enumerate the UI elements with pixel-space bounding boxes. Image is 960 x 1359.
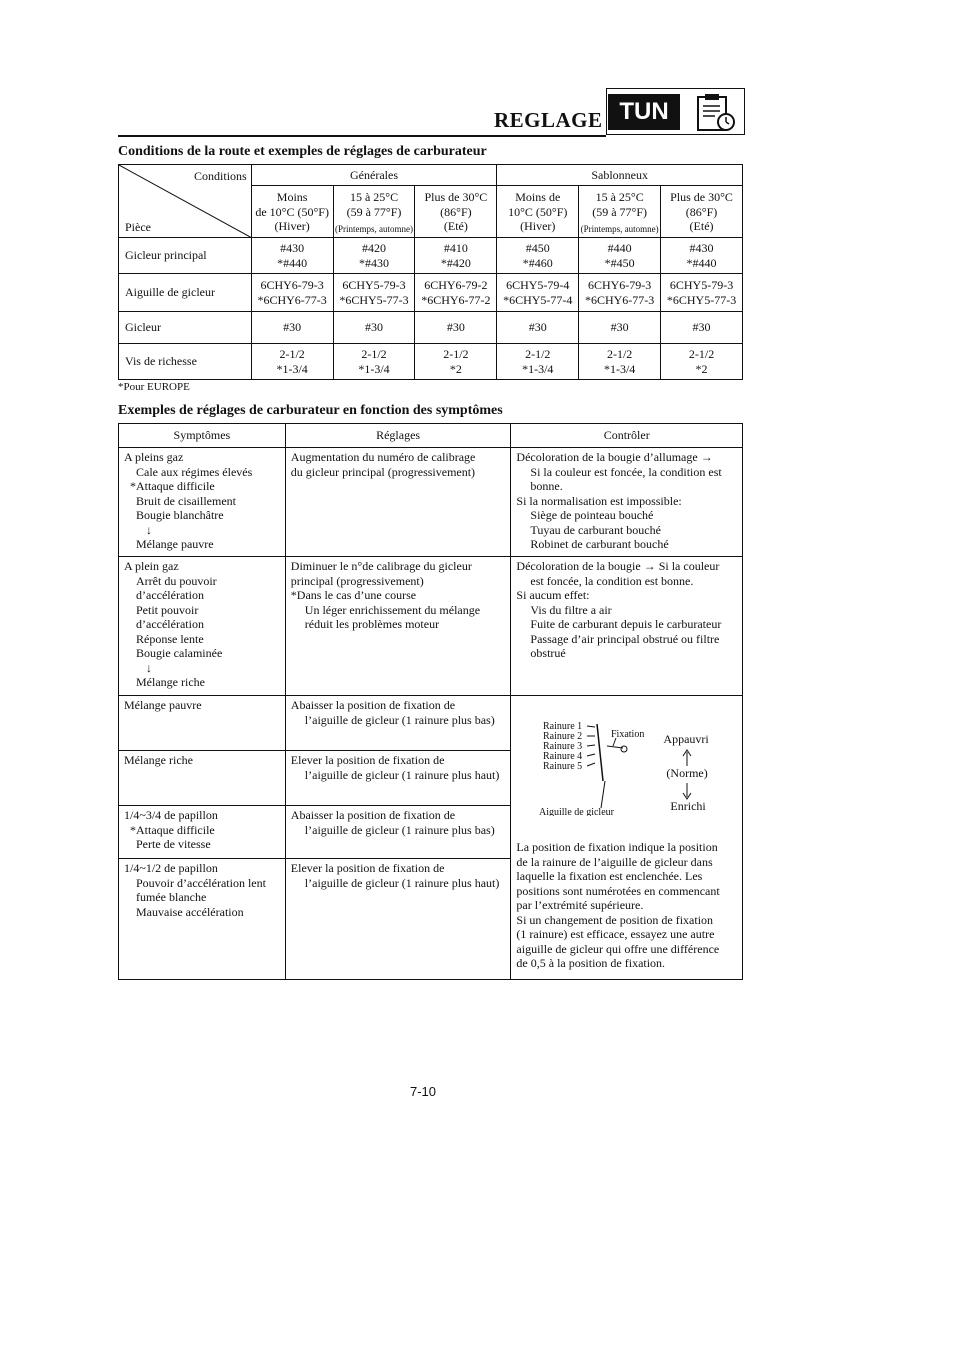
table-cell: #440 *#450 bbox=[579, 238, 661, 274]
symptom-row-rich bbox=[119, 557, 743, 696]
page-title: REGLAGE bbox=[494, 108, 603, 132]
check-cell: Décoloration de la bougie d’allumage → Si la couleur est foncée, la condition est bonne. Si la normalisation est impossible: Siège de pointeau bouché Tuyau de carburant bouché Robinet de carburant bouché bbox=[511, 448, 743, 557]
table-cell: 2-1/2 *2 bbox=[661, 344, 743, 380]
symptoms-cell: 1/4~1/2 de papillon Pouvoir d’accélération lent fumée blanche Mauvaise accélération bbox=[119, 859, 286, 980]
table-cell: #30 bbox=[333, 312, 415, 344]
arrow-up-icon bbox=[681, 749, 693, 767]
settings-cell: Elever la position de fixation de l’aiguille de gicleur (1 rainure plus haut) bbox=[285, 859, 511, 980]
table-cell: 2-1/2 *1-3/4 bbox=[251, 344, 333, 380]
settings-cell: Elever la position de fixation de l’aiguille de gicleur (1 rainure plus haut) bbox=[285, 751, 511, 806]
row-label: Gicleur principal bbox=[119, 238, 252, 274]
richer-label: Enrichi bbox=[670, 799, 706, 813]
section1-title: Conditions de la route et exemples de réglages de carburateur bbox=[118, 144, 487, 159]
section2-title: Exemples de réglages de carburateur en fonction des symptômes bbox=[118, 403, 503, 418]
groove-label: Rainure 2 bbox=[543, 731, 583, 742]
table-cell: #30 bbox=[415, 312, 497, 344]
settings-cell: Abaisser la position de fixation de l’aiguille de gicleur (1 rainure plus bas) bbox=[285, 696, 511, 751]
groove-label: Rainure 3 bbox=[543, 741, 583, 752]
settings-cell: Diminuer le n°de calibrage du gicleur principal (progressivement) *Dans le cas d’une course Un léger enrichissement du mélange réduit les problèmes moteur bbox=[285, 557, 511, 696]
fixation-label: Fixation bbox=[611, 729, 645, 740]
column-header: Plus de 30°C (86°F) (Eté) bbox=[661, 186, 743, 238]
table-cell: #410 *#420 bbox=[415, 238, 497, 274]
check-cell: Décoloration de la bougie → Si la couleur est foncée, la condition est bonne. Si aucum effet: Vis du filtre a air Fuite de carburant depuis le carburateur Passage d’air principal obstrué ou filtre obstrué bbox=[511, 557, 743, 696]
table-cell: #450 *#460 bbox=[497, 238, 579, 274]
table-cell: #30 bbox=[497, 312, 579, 344]
footnote: *Pour EUROPE bbox=[118, 381, 190, 393]
fixation-note: La position de fixation indique la position de la rainure de l’aiguille de gicleur dans laquelle la fixation est enclenchée. Les positions sont numérotées en commencant par l’extrémité supérieure. Si un changement de position de fixation (1 rainure) est efficace, essayez une autre aiguille de gicleur qui offre une différence de 0,5 à la position de fixation. bbox=[516, 840, 720, 970]
row-label: Vis de richesse bbox=[119, 344, 252, 380]
settings-cell: Abaisser la position de fixation de l’aiguille de gicleur (1 rainure plus bas) bbox=[285, 806, 511, 859]
column-header: 15 à 25°C (59 à 77°F) (Printemps, automne) bbox=[333, 186, 415, 238]
symptoms-table bbox=[118, 423, 743, 980]
tun-label: TUN bbox=[608, 94, 680, 130]
clipboard-stopwatch-icon bbox=[688, 91, 742, 133]
table-cell: 6CHY5-79-3 *6CHY5-77-3 bbox=[333, 274, 415, 312]
carburetor-settings-table bbox=[118, 164, 743, 380]
table-cell: 2-1/2 *2 bbox=[415, 344, 497, 380]
table-cell: 2-1/2 *1-3/4 bbox=[579, 344, 661, 380]
column-header: 15 à 25°C (59 à 77°F) (Printemps, automne) bbox=[579, 186, 661, 238]
corner-piece: Pièce bbox=[125, 219, 151, 234]
table-cell: 2-1/2 *1-3/4 bbox=[333, 344, 415, 380]
row-gicleur bbox=[119, 312, 743, 344]
symptom-row-lean bbox=[119, 448, 743, 557]
corner-conditions: Conditions bbox=[194, 169, 247, 183]
header-symptomes: Symptômes bbox=[119, 424, 286, 448]
groove-label: Rainure 5 bbox=[543, 761, 583, 772]
groove-label: Rainure 1 bbox=[543, 721, 583, 732]
table-cell: 6CHY5-79-4 *6CHY5-77-4 bbox=[497, 274, 579, 312]
table-cell: #430 *#440 bbox=[251, 238, 333, 274]
row-vis-richesse bbox=[119, 344, 743, 380]
column-header: Plus de 30°C (86°F) (Eté) bbox=[415, 186, 497, 238]
column-header: Moins de 10°C (50°F) (Hiver) bbox=[251, 186, 333, 238]
table-cell: #420 *#430 bbox=[333, 238, 415, 274]
leaner-label: Appauvri bbox=[663, 732, 709, 746]
group-sablonneux: Sablonneux bbox=[497, 165, 743, 186]
header-reglages: Réglages bbox=[285, 424, 511, 448]
page-number: 7-10 bbox=[410, 1084, 437, 1099]
corner-cell bbox=[119, 165, 252, 238]
symptoms-cell: A pleins gaz Cale aux régimes élevés *Attaque difficile Bruit de cisaillement Bougie blanchâtre ↓ Mélange pauvre bbox=[119, 448, 286, 557]
table-cell: #430 *#440 bbox=[661, 238, 743, 274]
column-header: Moins de 10°C (50°F) (Hiver) bbox=[497, 186, 579, 238]
header-rule bbox=[118, 135, 606, 137]
group-generales: Générales bbox=[251, 165, 497, 186]
symptom-row-3 bbox=[119, 696, 743, 751]
table-cell: 2-1/2 *1-3/4 bbox=[497, 344, 579, 380]
table-cell: #30 bbox=[251, 312, 333, 344]
needle-label: Aiguille de gicleur bbox=[539, 807, 615, 816]
groove-label: Rainure 4 bbox=[543, 751, 583, 762]
table-cell: 6CHY6-79-3 *6CHY6-77-3 bbox=[251, 274, 333, 312]
table-cell: #30 bbox=[661, 312, 743, 344]
settings-cell: Augmentation du numéro de calibrage du gicleur principal (progressivement) bbox=[285, 448, 511, 557]
arrow-down-icon bbox=[681, 782, 693, 800]
symptoms-cell: Mélange riche bbox=[119, 751, 286, 806]
row-gicleur-principal bbox=[119, 238, 743, 274]
table-cell: 6CHY6-79-2 *6CHY6-77-2 bbox=[415, 274, 497, 312]
table-cell: #30 bbox=[579, 312, 661, 344]
symptoms-cell: 1/4~3/4 de papillon *Attaque difficile Perte de vitesse bbox=[119, 806, 286, 859]
standard-label: (Norme) bbox=[666, 766, 708, 780]
row-aiguille bbox=[119, 274, 743, 312]
table-cell: 6CHY5-79-3 *6CHY5-77-3 bbox=[661, 274, 743, 312]
needle-clip-diagram bbox=[511, 696, 743, 816]
row-label: Aiguille de gicleur bbox=[119, 274, 252, 312]
header-controler: Contrôler bbox=[511, 424, 743, 448]
diagram-cell bbox=[511, 696, 743, 980]
symptoms-cell: Mélange pauvre bbox=[119, 696, 286, 751]
row-label: Gicleur bbox=[119, 312, 252, 344]
table-cell: 6CHY6-79-3 *6CHY6-77-3 bbox=[579, 274, 661, 312]
symptoms-cell: A plein gaz Arrêt du pouvoir d’accélération Petit pouvoir d’accélération Réponse lente Bougie calaminée ↓ Mélange riche bbox=[119, 557, 286, 696]
